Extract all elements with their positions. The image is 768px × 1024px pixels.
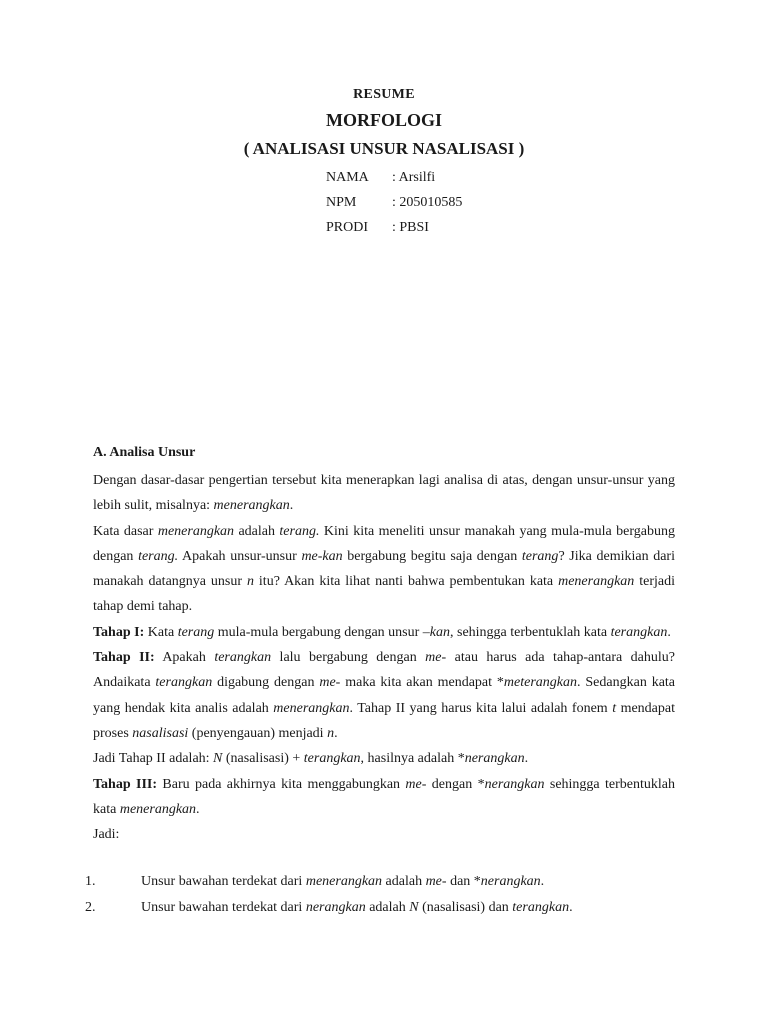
italic-term: nasalisasi	[132, 725, 189, 741]
text-run: Dengan dasar-dasar pengertian tersebut kita menerapkan lagi analisa di atas, dengan unsur-unsur yang lebih sulit, misalnya:	[93, 473, 675, 514]
list-text	[141, 897, 573, 919]
paragraph-jadi-tahap-2	[93, 746, 675, 771]
italic-term: terang.	[138, 548, 179, 564]
text-run: dan *	[446, 874, 481, 889]
identity-row-prodi	[326, 218, 429, 238]
italic-term: terangkan	[512, 900, 570, 915]
text-run: mula-mula bergabung dengan unsur –	[214, 624, 430, 640]
text-run: (nasalisasi) +	[222, 751, 304, 767]
identity-key: NPM	[326, 195, 357, 210]
paragraph-1	[93, 468, 675, 519]
text-run: (penyengauan) menjadi	[188, 725, 328, 741]
paragraph-tahap-2	[93, 645, 675, 746]
text-run: dengan *	[426, 776, 485, 792]
italic-term: N	[409, 900, 419, 915]
text-run: Kini kita meneliti unsur manakah yang mula-mula bergabung dengan	[93, 523, 676, 564]
text-run: .	[196, 801, 200, 817]
italic-term: menerangkan	[157, 523, 235, 539]
italic-term: terangkan	[214, 650, 272, 666]
text-run: , sehingga terbentuklah kata	[450, 624, 611, 640]
identity-row-npm	[326, 193, 462, 213]
text-run: .	[524, 751, 529, 767]
italic-term: t	[612, 700, 617, 716]
text-run: ? Jika demikian dari manakah datangnya unsur	[93, 548, 675, 590]
list-text	[141, 871, 544, 893]
italic-term: menerangkan	[119, 801, 197, 817]
italic-term: menerangkan	[558, 574, 635, 590]
italic-term: me-	[425, 650, 447, 666]
identity-value: : 205010585	[392, 195, 463, 210]
text-run: Jadi Tahap II adalah:	[93, 751, 214, 767]
list-item	[0, 897, 768, 919]
section-body	[93, 468, 675, 847]
italic-term: menerangkan	[213, 498, 290, 514]
paragraph-2	[93, 519, 675, 620]
section-heading: A. Analisa Unsur	[93, 445, 196, 460]
text-run: itu? Akan kita lihat nanti bahwa pembentukan kata	[253, 574, 559, 590]
italic-term: me-	[405, 776, 427, 792]
italic-term: n	[327, 725, 335, 741]
italic-term: terangkan	[303, 751, 361, 767]
italic-term: me-kan	[301, 548, 343, 564]
text-run: bergabung begitu saja dengan	[342, 548, 522, 564]
italic-term: nerangkan	[480, 874, 541, 889]
text-run: Apakah unsur-unsur	[178, 548, 302, 564]
text-run: , hasilnya adalah *	[360, 751, 465, 767]
italic-term: meterangkan	[503, 675, 578, 691]
paragraph-jadi: Jadi:	[93, 827, 120, 843]
identity-value: : Arsilfi	[392, 170, 436, 185]
text-run: .	[289, 498, 294, 514]
text-run: adalah	[234, 523, 280, 539]
italic-term: nerangkan	[305, 900, 366, 915]
text-run: Unsur bawahan terdekat dari	[141, 874, 306, 889]
identity-key: PRODI	[326, 220, 369, 235]
tahap-label: Tahap II:	[93, 650, 155, 666]
document-subtitle: ( ANALISASI UNSUR NASALISASI )	[243, 139, 525, 158]
paragraph-tahap-1	[93, 620, 675, 645]
text-run: .	[334, 725, 338, 741]
italic-term: nerangkan	[484, 776, 545, 792]
italic-term: me-	[425, 874, 447, 889]
paragraph-tahap-3	[93, 772, 675, 823]
italic-term: N	[213, 751, 223, 767]
text-run: (nasalisasi) dan	[418, 900, 513, 915]
italic-term: n	[246, 574, 254, 590]
document-title: MORFOLOGI	[326, 110, 442, 130]
text-run: Baru pada akhirnya kita menggabungkan	[157, 776, 406, 792]
text-run: adalah	[382, 874, 426, 889]
text-run: . Tahap II yang harus kita lalui adalah fonem	[349, 700, 613, 716]
italic-term: terangkan	[155, 675, 213, 691]
italic-term: terang.	[279, 523, 320, 539]
text-run: mendapat proses	[93, 700, 675, 741]
text-run: . Sedangkan kata yang hendak kita analis adalah	[93, 675, 676, 716]
list-number: 2.	[85, 900, 96, 915]
text-run: maka kita akan mendapat *	[340, 675, 504, 691]
italic-term: nerangkan	[464, 751, 525, 767]
italic-term: terang	[521, 548, 559, 564]
text-run: Unsur bawahan terdekat dari	[141, 900, 306, 915]
text-run: Kata	[144, 624, 178, 640]
text-run: .	[569, 900, 573, 915]
text-run: adalah	[365, 900, 410, 915]
text-run: .	[667, 624, 671, 640]
text-run: Kata dasar	[93, 523, 158, 539]
list-item	[0, 871, 768, 893]
italic-term: kan	[429, 624, 450, 640]
italic-term: terang	[177, 624, 215, 640]
identity-value: : PBSI	[392, 220, 429, 235]
list-number: 1.	[85, 874, 96, 889]
italic-term: me-	[319, 675, 341, 691]
text-run: Apakah	[154, 650, 215, 666]
identity-row-nama	[326, 168, 435, 188]
italic-term: menerangkan	[273, 700, 350, 716]
tahap-label: Tahap III:	[93, 776, 158, 792]
italic-term: terangkan	[610, 624, 668, 640]
text-run: atau harus ada tahap-antara dahulu? Andaikata	[93, 650, 676, 691]
italic-term: menerangkan	[305, 874, 383, 889]
identity-key: NAMA	[326, 170, 369, 185]
text-run: digabung dengan	[212, 675, 320, 691]
text-run: terjadi tahap demi tahap.	[93, 574, 675, 615]
tahap-label: Tahap I:	[93, 624, 145, 640]
resume-label: RESUME	[353, 87, 415, 102]
text-run: lalu bergabung dengan	[271, 650, 426, 666]
text-run: sehingga terbentuklah kata	[93, 776, 675, 817]
text-run: .	[540, 874, 545, 889]
